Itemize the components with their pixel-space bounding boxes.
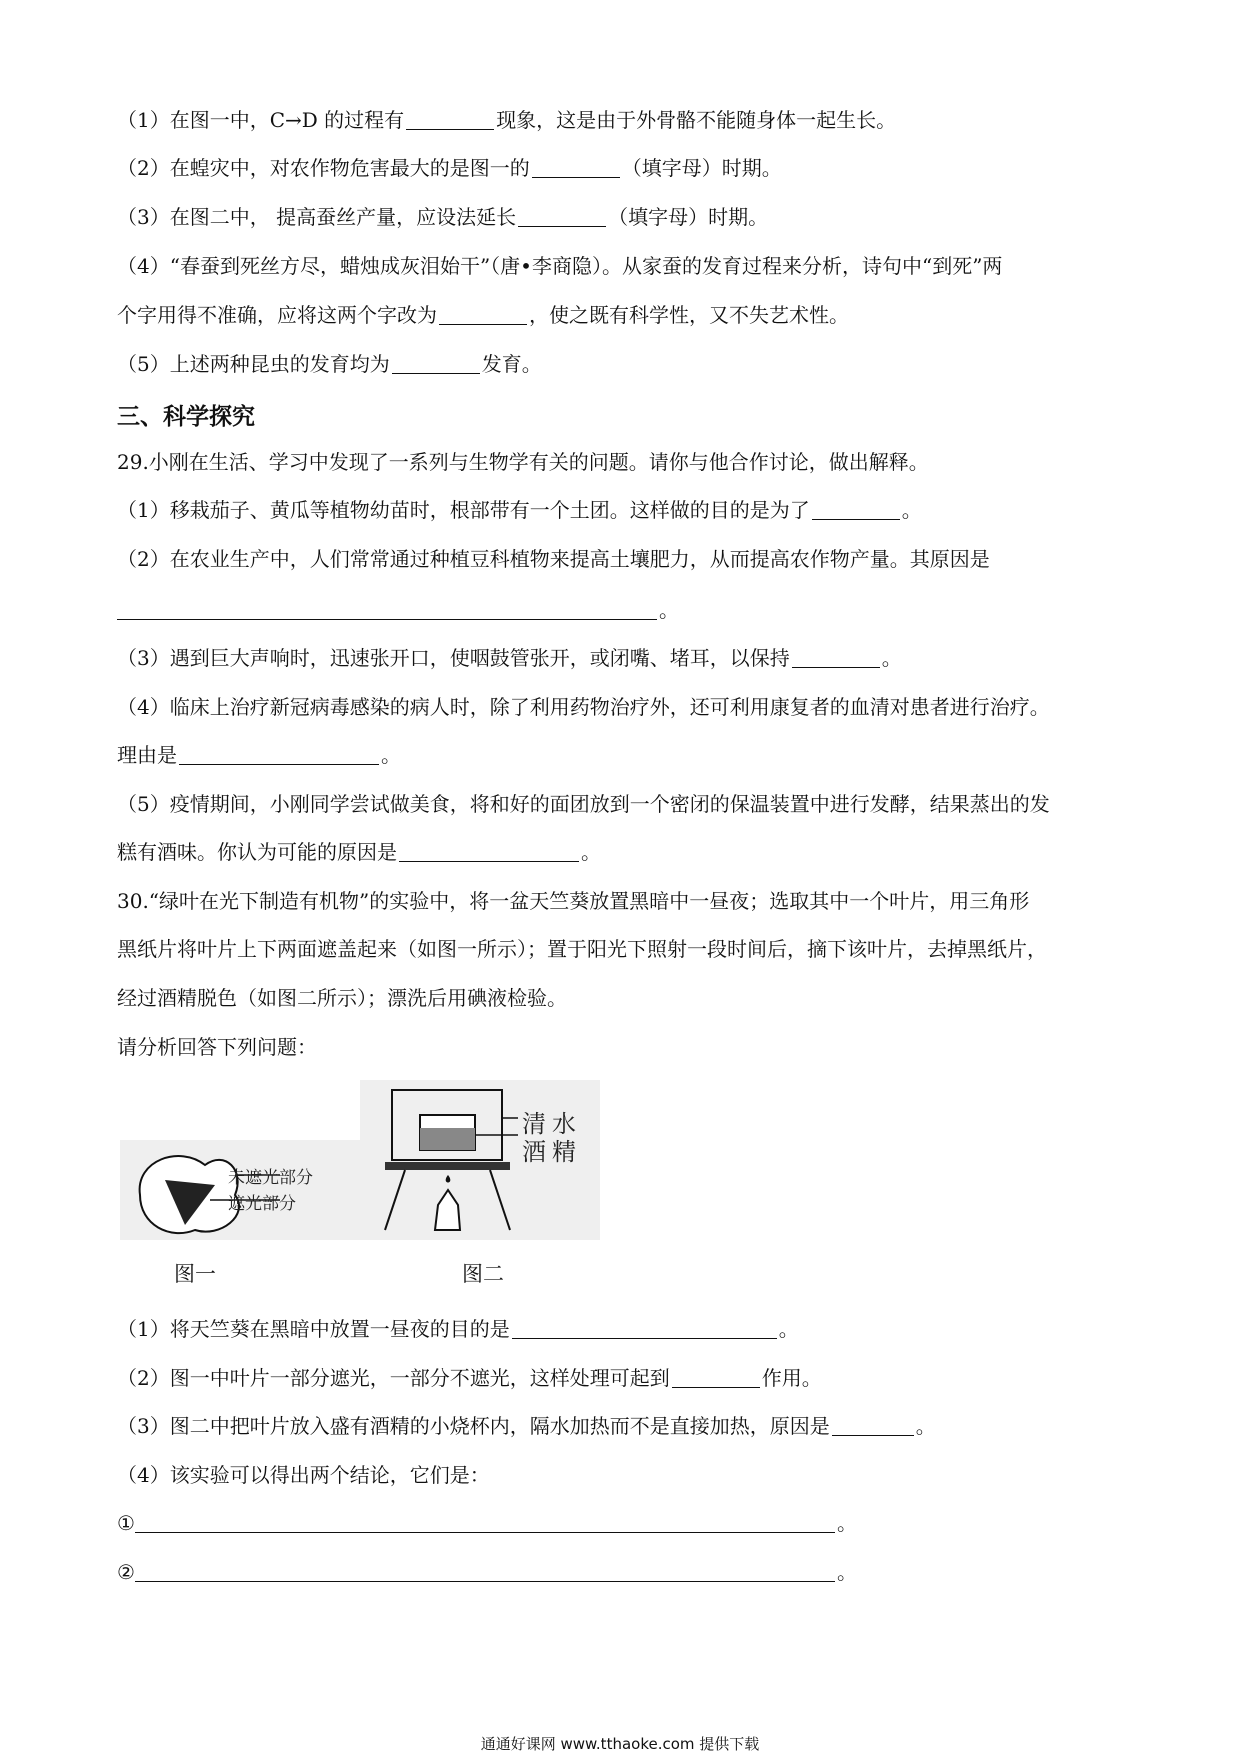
answer-blank: [392, 353, 480, 374]
question-text: （3）遇到巨大声响时，迅速张开口，使咽鼓管张开，或闭嘴、堵耳，以保持: [117, 646, 790, 670]
question-text: 。: [659, 598, 679, 622]
question-line: [117, 107, 896, 133]
answer-blank: [832, 1415, 914, 1436]
question-line: [117, 253, 1002, 279]
question-stem: [117, 888, 1029, 914]
question-line: [117, 742, 401, 768]
question-line: [117, 791, 1050, 817]
question-line: [117, 351, 542, 377]
answer-blank: [179, 744, 379, 765]
question-line: [117, 839, 601, 865]
question-text: （填字母）时期。: [621, 156, 782, 180]
question-line: [117, 302, 849, 328]
figure-label: 遮光部分: [228, 1194, 296, 1214]
answer-blank: [439, 304, 527, 325]
figure-one: [120, 1140, 360, 1240]
figure-two: [360, 1080, 600, 1240]
question-text: （1）将天竺葵在黑暗中放置一昼夜的目的是: [117, 1317, 510, 1341]
answer-blank: [406, 109, 494, 130]
question-line: [117, 597, 679, 623]
question-line: [117, 645, 902, 671]
question-text: 经过酒精脱色（如图二所示）；漂洗后用碘液检验。: [117, 986, 567, 1010]
question-text: 。: [778, 1317, 799, 1341]
question-line: [117, 694, 1050, 720]
question-text: （1）移栽茄子、黄瓜等植物幼苗时，根部带有一个土团。这样做的目的是为了: [117, 498, 810, 522]
question-text: （5）疫情期间，小刚同学尝试做美食，将和好的面团放到一个密闭的保温装置中进行发酵，结果蒸出的发: [117, 792, 1050, 816]
question-line: [117, 1365, 822, 1391]
question-text: （4）临床上治疗新冠病毒感染的病人时，除了利用药物治疗外，还可利用康复者的血清对患者进行治疗。: [117, 695, 1050, 719]
question-line: [117, 1413, 936, 1439]
question-text: 。: [581, 840, 601, 864]
figure-label: 酒精: [522, 1138, 582, 1166]
answer-blank: [672, 1367, 760, 1388]
figure-caption: 图二: [462, 1262, 504, 1286]
question-line: [117, 497, 922, 523]
question-text: （2）图一中叶片一部分遮光，一部分不遮光，这样处理可起到: [117, 1366, 670, 1390]
question-text: （1）在图一中，C→D 的过程有: [117, 108, 405, 132]
question-text: 个字用得不准确，应将这两个字改为: [117, 303, 437, 327]
question-text: 发育。: [481, 352, 542, 376]
question-line: [117, 1316, 799, 1342]
question-text: 30.“绿叶在光下制造有机物”的实验中，将一盆天竺葵放置黑暗中一昼夜；选取其中一个叶片，用三角形: [117, 889, 1030, 913]
question-text: 。: [881, 646, 902, 670]
question-text: （5）上述两种昆虫的发育均为: [117, 352, 390, 376]
question-text: （2）在蝗灾中，对农作物危害最大的是图一的: [117, 156, 530, 180]
question-line: [117, 155, 782, 181]
list-marker: ①: [117, 1511, 135, 1535]
question-text: 黑纸片将叶片上下两面遮盖起来（如图一所示）；置于阳光下照射一段时间后，摘下该叶片，去掉黑纸片，: [117, 937, 1047, 961]
question-text: ，使之既有科学性，又不失艺术性。: [529, 303, 849, 327]
question-stem: [117, 1034, 317, 1060]
question-text: （4）“春蚕到死丝方尽，蜡烛成灰泪始干”（唐•李商隐）。从家蚕的发育过程来分析，诗句中“到死”两: [117, 254, 1003, 278]
question-text: 。: [381, 743, 401, 767]
figure-label: 清水: [522, 1110, 582, 1138]
answer-blank: [117, 599, 657, 620]
list-marker: ②: [117, 1560, 135, 1584]
question-line: [117, 204, 768, 230]
question-line: [117, 1462, 490, 1488]
question-text: 理由是: [117, 743, 177, 767]
answer-blank: [792, 647, 880, 668]
figure-caption: 图一: [174, 1262, 216, 1286]
answer-blank: [399, 841, 579, 862]
question-stem: [117, 985, 567, 1011]
question-text: 作用。: [761, 1366, 822, 1390]
question-text: （填字母）时期。: [608, 205, 769, 229]
page-footer: 通通好课网 www.tthaoke.com 提供下载: [480, 1735, 760, 1753]
answer-blank: [532, 157, 620, 178]
question-text: （4）该实验可以得出两个结论，它们是：: [117, 1463, 490, 1487]
question-text: 29.小刚在生活、学习中发现了一系列与生物学有关的问题。请你与他合作讨论，做出解释。: [117, 450, 929, 474]
question-text: 。: [836, 1560, 857, 1584]
question-text: 现象，这是由于外骨骼不能随身体一起生长。: [496, 108, 897, 132]
question-stem: [117, 449, 929, 475]
section-title: 三、科学探究: [117, 404, 255, 430]
question-line: [117, 546, 990, 572]
figure-label: 未遮光部分: [228, 1168, 313, 1188]
question-text: 请分析回答下列问题：: [117, 1035, 317, 1059]
answer-blank: [135, 1512, 835, 1533]
question-stem: [117, 936, 1047, 962]
question-text: （2）在农业生产中，人们常常通过种植豆科植物来提高土壤肥力，从而提高农作物产量。其原因是: [117, 547, 990, 571]
question-text: （3）图二中把叶片放入盛有酒精的小烧杯内，隔水加热而不是直接加热，原因是: [117, 1414, 830, 1438]
question-line: [117, 1559, 857, 1585]
question-text: 。: [836, 1511, 857, 1535]
answer-blank: [812, 499, 900, 520]
question-text: 糕有酒味。你认为可能的原因是: [117, 840, 397, 864]
question-text: （3）在图二中， 提高蚕丝产量，应设法延长: [117, 205, 517, 229]
question-text: 。: [915, 1414, 936, 1438]
question-line: [117, 1510, 857, 1536]
answer-blank: [512, 1318, 777, 1339]
answer-blank: [518, 206, 606, 227]
answer-blank: [135, 1561, 835, 1582]
question-text: 。: [901, 498, 922, 522]
